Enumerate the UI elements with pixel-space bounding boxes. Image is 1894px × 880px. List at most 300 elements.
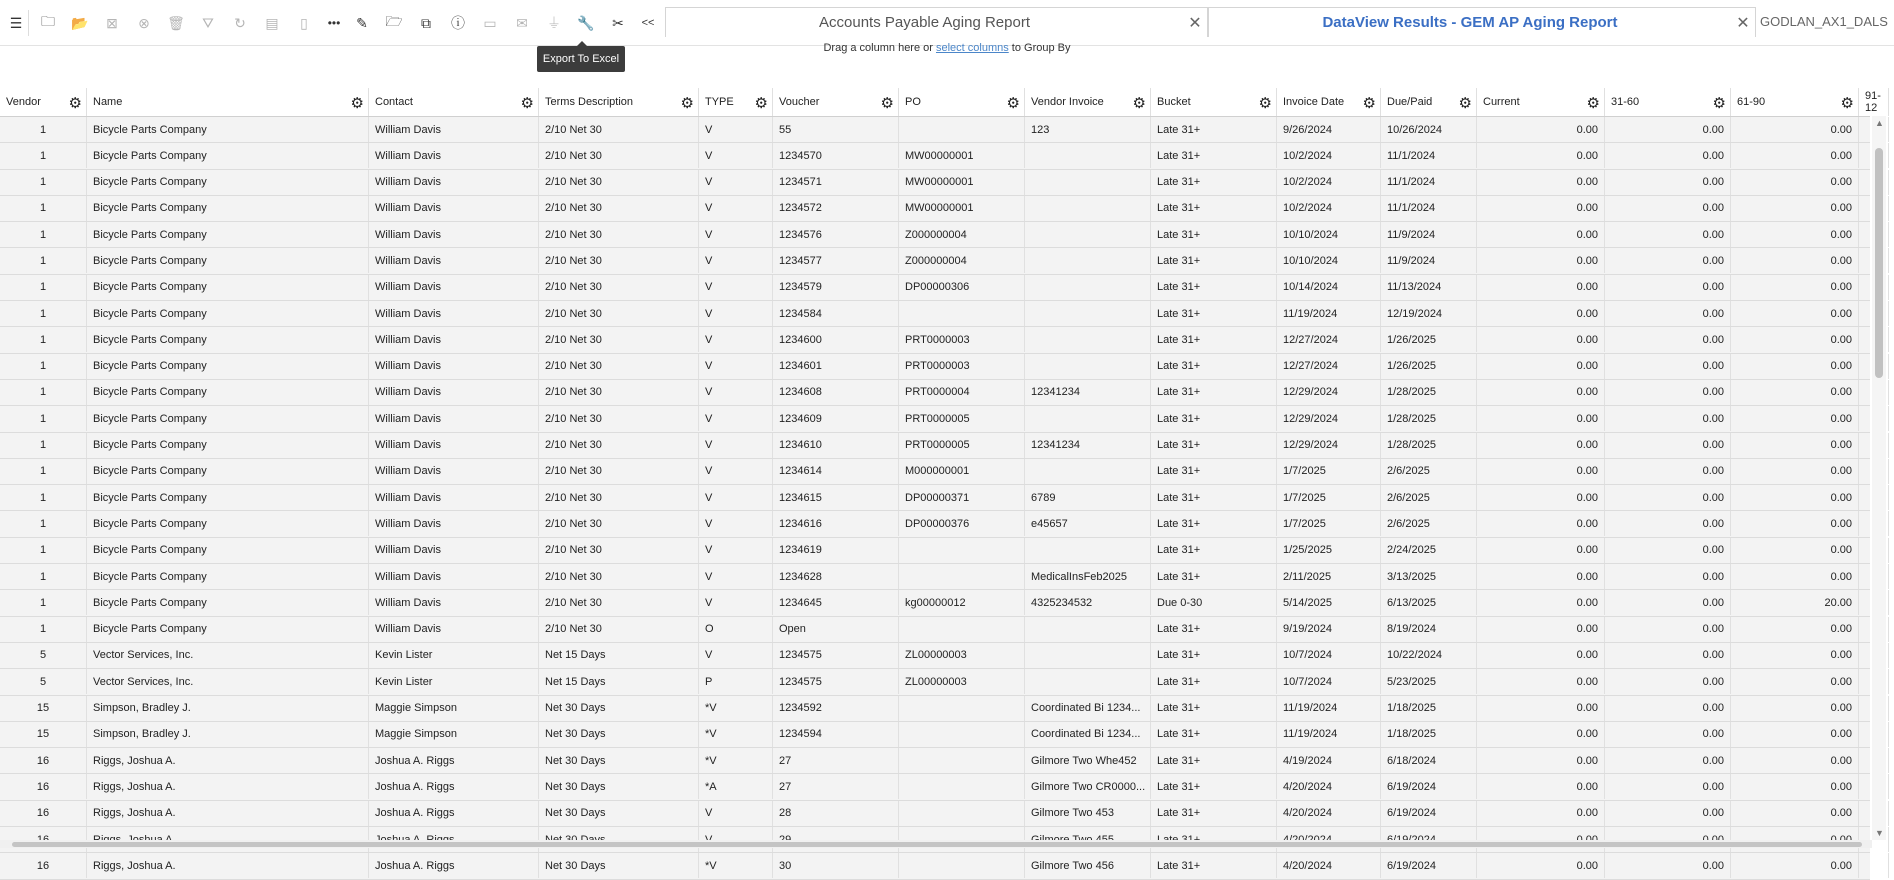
cell-due-paid: 1/28/2025	[1381, 380, 1477, 405]
close-file-icon[interactable]: ⊠	[106, 14, 118, 31]
cell-contact: William Davis	[369, 196, 539, 221]
cell-31-60: 0.00	[1605, 617, 1731, 642]
cell-vendor-invoice: 12341234	[1025, 433, 1151, 458]
cell-name: Bicycle Parts Company	[87, 275, 369, 300]
cell-61-90: 0.00	[1731, 722, 1859, 747]
cell-bucket: Late 31+	[1151, 222, 1277, 247]
cell-due-paid: 1/26/2025	[1381, 354, 1477, 379]
cell-due-paid: 12/19/2024	[1381, 301, 1477, 326]
cell-vendor: 1	[0, 564, 87, 589]
cell-po	[899, 853, 1025, 878]
table-row[interactable]	[0, 801, 1870, 827]
cell-contact: William Davis	[369, 117, 539, 142]
gear-icon[interactable]: ⚙	[1258, 95, 1272, 112]
vertical-scrollbar[interactable]	[1872, 116, 1886, 840]
data-grid	[0, 88, 1881, 880]
cell-invoice-date: 1/7/2025	[1277, 485, 1381, 510]
cell-bucket: Late 31+	[1151, 485, 1277, 510]
column-header-61-90[interactable]	[1731, 88, 1859, 116]
cell-po	[899, 117, 1025, 142]
cell-invoice-date: 12/29/2024	[1277, 433, 1381, 458]
column-header-vendor-invoice[interactable]	[1025, 88, 1151, 116]
cell-current: 0.00	[1477, 222, 1605, 247]
table-row[interactable]	[0, 117, 1870, 143]
cell-terms-description: 2/10 Net 30	[539, 617, 699, 642]
scroll-up-icon[interactable]: ▲	[1875, 118, 1884, 128]
close-icon[interactable]: ✕	[1736, 14, 1750, 32]
cell-due-paid: 1/28/2025	[1381, 433, 1477, 458]
cell-current: 0.00	[1477, 459, 1605, 484]
notes-icon[interactable]: ▤	[265, 14, 279, 31]
cell-type: V	[699, 117, 773, 142]
document-icon[interactable]: ▯	[300, 14, 308, 31]
gear-icon[interactable]: ⚙	[1006, 95, 1020, 112]
cell-po	[899, 564, 1025, 589]
cell-contact: William Davis	[369, 222, 539, 247]
cell-terms-description: 2/10 Net 30	[539, 327, 699, 352]
cell-current: 0.00	[1477, 748, 1605, 773]
table-row[interactable]	[0, 722, 1870, 748]
cell-voucher: 1234577	[773, 248, 899, 273]
gear-icon[interactable]: ⚙	[1458, 95, 1472, 112]
cell-po: DP00000376	[899, 511, 1025, 536]
cell-po: PRT0000005	[899, 433, 1025, 458]
cell-vendor: 1	[0, 617, 87, 642]
cell-name: Vector Services, Inc.	[87, 643, 369, 668]
cell-current: 0.00	[1477, 485, 1605, 510]
gear-icon[interactable]: ⚙	[680, 95, 694, 112]
cell-vendor: 1	[0, 459, 87, 484]
cell-vendor: 1	[0, 327, 87, 352]
cell-contact: Kevin Lister	[369, 669, 539, 694]
cell-name: Riggs, Joshua A.	[87, 774, 369, 799]
cell-type: V	[699, 459, 773, 484]
cell-name: Bicycle Parts Company	[87, 590, 369, 615]
wrench-icon[interactable]: 🔧	[577, 14, 595, 31]
table-row[interactable]	[0, 564, 1870, 590]
cell-vendor: 1	[0, 380, 87, 405]
table-row[interactable]	[0, 748, 1870, 774]
cell-current: 0.00	[1477, 380, 1605, 405]
column-header-voucher[interactable]	[773, 88, 899, 116]
cell-31-60: 0.00	[1605, 117, 1731, 142]
delete-icon[interactable]: 🗑	[167, 14, 185, 31]
cell-vendor-invoice: Coordinated Bi 1234...	[1025, 722, 1151, 747]
edit-icon[interactable]: ✎	[356, 14, 368, 31]
cell-bucket: Late 31+	[1151, 248, 1277, 273]
cell-name: Bicycle Parts Company	[87, 301, 369, 326]
table-row[interactable]	[0, 170, 1870, 196]
column-header-type[interactable]	[699, 88, 773, 116]
table-row[interactable]	[0, 774, 1870, 800]
gear-icon[interactable]: ⚙	[1840, 95, 1854, 112]
cell-type: V	[699, 538, 773, 563]
cell-voucher: 1234608	[773, 380, 899, 405]
cell-name: Bicycle Parts Company	[87, 222, 369, 247]
cell-vendor: 1	[0, 275, 87, 300]
cell-vendor-invoice	[1025, 301, 1151, 326]
table-row[interactable]	[0, 617, 1870, 643]
cell-31-60: 0.00	[1605, 564, 1731, 589]
cell-invoice-date: 10/2/2024	[1277, 143, 1381, 168]
cell-name: Riggs, Joshua A.	[87, 853, 369, 878]
cell-current: 0.00	[1477, 669, 1605, 694]
cell-due-paid: 6/13/2025	[1381, 590, 1477, 615]
column-header-vendor[interactable]	[0, 88, 87, 116]
cell-bucket: Late 31+	[1151, 538, 1277, 563]
cell-contact: William Davis	[369, 143, 539, 168]
table-row[interactable]	[0, 327, 1870, 353]
cell-31-60: 0.00	[1605, 248, 1731, 273]
cell-invoice-date: 4/20/2024	[1277, 853, 1381, 878]
cell-voucher: 55	[773, 117, 899, 142]
cell-voucher: 1234619	[773, 538, 899, 563]
cell-po: PRT0000005	[899, 406, 1025, 431]
cell-terms-description: Net 30 Days	[539, 696, 699, 721]
info-icon[interactable]: ⓘ	[451, 15, 465, 31]
table-row[interactable]	[0, 485, 1870, 511]
cell-contact: William Davis	[369, 327, 539, 352]
cell-terms-description: 2/10 Net 30	[539, 511, 699, 536]
cell-31-60: 0.00	[1605, 801, 1731, 826]
cell-terms-description: 2/10 Net 30	[539, 248, 699, 273]
cell-vendor-invoice	[1025, 459, 1151, 484]
table-row[interactable]	[0, 433, 1870, 459]
column-header-po[interactable]	[899, 88, 1025, 116]
cell-vendor-invoice: Gilmore Two Whe452	[1025, 748, 1151, 773]
cell-voucher: 1234570	[773, 143, 899, 168]
table-row[interactable]	[0, 538, 1870, 564]
cell-invoice-date: 1/7/2025	[1277, 459, 1381, 484]
cell-type: *V	[699, 748, 773, 773]
gear-icon[interactable]: ⚙	[350, 95, 364, 112]
grid-header	[0, 88, 1881, 117]
cell-invoice-date: 10/7/2024	[1277, 669, 1381, 694]
cell-current: 0.00	[1477, 275, 1605, 300]
column-header-31-60[interactable]	[1605, 88, 1731, 116]
cell-vendor-invoice: 6789	[1025, 485, 1151, 510]
cell-contact: William Davis	[369, 538, 539, 563]
cell-current: 0.00	[1477, 801, 1605, 826]
cell-bucket: Late 31+	[1151, 406, 1277, 431]
tab-dataview-results[interactable]	[1208, 7, 1756, 37]
close-icon[interactable]: ✕	[1188, 14, 1202, 32]
cell-contact: William Davis	[369, 354, 539, 379]
cell-vendor-invoice: Gilmore Two CR0000...	[1025, 774, 1151, 799]
cell-31-60: 0.00	[1605, 170, 1731, 195]
cell-voucher: 1234628	[773, 564, 899, 589]
cell-vendor: 16	[0, 801, 87, 826]
cell-voucher: 1234572	[773, 196, 899, 221]
cell-bucket: Late 31+	[1151, 853, 1277, 878]
cell-contact: William Davis	[369, 170, 539, 195]
email-icon[interactable]: ✉	[516, 14, 528, 31]
column-header-91-120[interactable]	[1859, 88, 1889, 116]
tools-icon[interactable]: ✂	[612, 14, 624, 31]
cell-31-60: 0.00	[1605, 538, 1731, 563]
cell-current: 0.00	[1477, 617, 1605, 642]
table-row[interactable]	[0, 301, 1870, 327]
hierarchy-icon[interactable]: ⏚	[547, 15, 561, 31]
cancel-icon[interactable]: ⊗	[138, 14, 150, 31]
cell-vendor: 5	[0, 643, 87, 668]
cell-terms-description: 2/10 Net 30	[539, 590, 699, 615]
export-excel-icon[interactable]: ⧉	[421, 14, 431, 31]
cell-name: Simpson, Bradley J.	[87, 696, 369, 721]
table-row[interactable]	[0, 406, 1870, 432]
cell-name: Riggs, Joshua A.	[87, 748, 369, 773]
toolbar-separator	[28, 10, 29, 36]
column-header-terms-description[interactable]	[539, 88, 699, 116]
table-row[interactable]	[0, 222, 1870, 248]
cell-vendor-invoice	[1025, 538, 1151, 563]
cell-vendor: 1	[0, 511, 87, 536]
table-row[interactable]	[0, 380, 1870, 406]
cell-61-90: 0.00	[1731, 170, 1859, 195]
cell-po: ZL00000003	[899, 669, 1025, 694]
cell-po	[899, 774, 1025, 799]
table-row[interactable]	[0, 275, 1870, 301]
cell-invoice-date: 4/19/2024	[1277, 748, 1381, 773]
cell-due-paid: 11/9/2024	[1381, 222, 1477, 247]
gear-icon[interactable]: ⚙	[754, 95, 768, 112]
cell-voucher: 1234575	[773, 643, 899, 668]
cell-voucher: 30	[773, 853, 899, 878]
column-header-name[interactable]	[87, 88, 369, 116]
cell-contact: William Davis	[369, 380, 539, 405]
gear-icon[interactable]: ⚙	[520, 95, 534, 112]
cell-current: 0.00	[1477, 301, 1605, 326]
table-row[interactable]	[0, 669, 1870, 695]
cell-po: PRT0000003	[899, 327, 1025, 352]
cell-vendor: 15	[0, 696, 87, 721]
table-row[interactable]	[0, 248, 1870, 274]
cell-current: 0.00	[1477, 643, 1605, 668]
cell-po: PRT0000004	[899, 380, 1025, 405]
column-header-label: Vendor Invoice	[1031, 96, 1104, 108]
cell-vendor-invoice: Gilmore Two 456	[1025, 853, 1151, 878]
gear-icon[interactable]: ⚙	[68, 95, 82, 112]
cell-31-60: 0.00	[1605, 433, 1731, 458]
scroll-down-icon[interactable]: ▼	[1875, 828, 1884, 838]
cell-type: V	[699, 248, 773, 273]
hscroll-thumb[interactable]	[12, 842, 1862, 847]
table-row[interactable]	[0, 590, 1870, 616]
cell-voucher: 1234609	[773, 406, 899, 431]
cell-type: V	[699, 170, 773, 195]
cell-bucket: Late 31+	[1151, 617, 1277, 642]
cell-voucher: 1234610	[773, 433, 899, 458]
cell-bucket: Late 31+	[1151, 170, 1277, 195]
more-icon[interactable]: •••	[327, 16, 341, 30]
cell-current: 0.00	[1477, 564, 1605, 589]
cell-61-90: 0.00	[1731, 459, 1859, 484]
table-row[interactable]	[0, 853, 1870, 879]
cell-contact: William Davis	[369, 248, 539, 273]
cell-due-paid: 11/1/2024	[1381, 196, 1477, 221]
cell-current: 0.00	[1477, 143, 1605, 168]
scroll-thumb[interactable]	[1875, 148, 1883, 378]
cell-invoice-date: 11/19/2024	[1277, 301, 1381, 326]
cell-terms-description: Net 15 Days	[539, 669, 699, 694]
cell-due-paid: 6/19/2024	[1381, 774, 1477, 799]
cell-po: DP00000371	[899, 485, 1025, 510]
cell-invoice-date: 11/19/2024	[1277, 722, 1381, 747]
cell-due-paid: 1/26/2025	[1381, 327, 1477, 352]
cell-due-paid: 1/28/2025	[1381, 406, 1477, 431]
cell-invoice-date: 12/29/2024	[1277, 380, 1381, 405]
column-header-current[interactable]	[1477, 88, 1605, 116]
cell-terms-description: Net 30 Days	[539, 853, 699, 878]
cell-invoice-date: 4/20/2024	[1277, 774, 1381, 799]
cell-invoice-date: 9/19/2024	[1277, 617, 1381, 642]
cell-31-60: 0.00	[1605, 774, 1731, 799]
table-row[interactable]	[0, 643, 1870, 669]
select-columns-link[interactable]: select columns	[935, 42, 1009, 54]
cell-name: Bicycle Parts Company	[87, 485, 369, 510]
cell-invoice-date: 10/10/2024	[1277, 248, 1381, 273]
cell-po	[899, 538, 1025, 563]
cell-31-60: 0.00	[1605, 196, 1731, 221]
cell-vendor-invoice	[1025, 196, 1151, 221]
column-header-bucket[interactable]	[1151, 88, 1277, 116]
cell-invoice-date: 12/27/2024	[1277, 354, 1381, 379]
cell-vendor: 1	[0, 485, 87, 510]
filter-icon[interactable]: ⛛	[202, 14, 214, 31]
cell-type: P	[699, 669, 773, 694]
column-header-due-paid[interactable]	[1381, 88, 1477, 116]
cell-due-paid: 11/9/2024	[1381, 248, 1477, 273]
cell-vendor: 1	[0, 143, 87, 168]
cell-vendor: 15	[0, 722, 87, 747]
cell-31-60: 0.00	[1605, 459, 1731, 484]
cell-voucher: 1234575	[773, 669, 899, 694]
cell-po: MW00000001	[899, 143, 1025, 168]
horizontal-scrollbar[interactable]	[0, 840, 1872, 848]
cell-vendor: 16	[0, 853, 87, 878]
cell-bucket: Due 0-30	[1151, 590, 1277, 615]
cell-voucher: 1234600	[773, 327, 899, 352]
group-by-panel[interactable]	[0, 42, 1894, 54]
cell-vendor-invoice: Gilmore Two 453	[1025, 801, 1151, 826]
cell-due-paid: 2/24/2025	[1381, 538, 1477, 563]
cell-current: 0.00	[1477, 853, 1605, 878]
new-folder-icon[interactable]: 🗀	[41, 13, 55, 29]
cell-vendor-invoice	[1025, 143, 1151, 168]
cell-vendor: 1	[0, 590, 87, 615]
column-header-invoice-date[interactable]	[1277, 88, 1381, 116]
gear-icon[interactable]: ⚙	[1362, 95, 1376, 112]
cell-due-paid: 5/23/2025	[1381, 669, 1477, 694]
cell-voucher: 1234594	[773, 722, 899, 747]
cell-voucher: 1234601	[773, 354, 899, 379]
cell-61-90: 0.00	[1731, 564, 1859, 589]
refresh-icon[interactable]: ↻	[234, 14, 246, 31]
tab-godlan-ax1-dals[interactable]: GODLAN_AX1_DALS	[1760, 14, 1888, 29]
gear-icon[interactable]: ⚙	[1712, 95, 1726, 112]
cell-voucher: 27	[773, 774, 899, 799]
cell-bucket: Late 31+	[1151, 748, 1277, 773]
collapse-icon[interactable]: <<	[641, 17, 655, 29]
cell-vendor: 1	[0, 406, 87, 431]
column-header-label: 61-90	[1737, 96, 1766, 108]
cell-voucher: Open	[773, 617, 899, 642]
table-row[interactable]	[0, 143, 1870, 169]
table-row[interactable]	[0, 696, 1870, 722]
cell-contact: William Davis	[369, 617, 539, 642]
cell-invoice-date: 10/7/2024	[1277, 643, 1381, 668]
print-icon[interactable]: ▭	[483, 14, 497, 31]
cell-po	[899, 722, 1025, 747]
cell-invoice-date: 10/14/2024	[1277, 275, 1381, 300]
cell-voucher: 1234584	[773, 301, 899, 326]
cell-voucher: 1234576	[773, 222, 899, 247]
cell-due-paid: 6/19/2024	[1381, 853, 1477, 878]
table-row[interactable]	[0, 511, 1870, 537]
cell-terms-description: 2/10 Net 30	[539, 301, 699, 326]
cell-31-60: 0.00	[1605, 748, 1731, 773]
cell-bucket: Late 31+	[1151, 774, 1277, 799]
cell-61-90: 0.00	[1731, 748, 1859, 773]
cell-vendor-invoice	[1025, 248, 1151, 273]
cell-61-90: 0.00	[1731, 327, 1859, 352]
cell-po	[899, 617, 1025, 642]
tab-label: DataView Results - GEM AP Aging Report	[1322, 14, 1618, 31]
cell-name: Bicycle Parts Company	[87, 380, 369, 405]
column-header-label: Due/Paid	[1387, 96, 1433, 108]
table-row[interactable]	[0, 459, 1870, 485]
cell-voucher: 1234616	[773, 511, 899, 536]
cell-31-60: 0.00	[1605, 722, 1731, 747]
cell-vendor-invoice	[1025, 669, 1151, 694]
tab-accounts-payable-aging-report[interactable]	[665, 7, 1208, 37]
cell-vendor-invoice	[1025, 354, 1151, 379]
cell-name: Bicycle Parts Company	[87, 170, 369, 195]
column-header-label: Terms Description	[545, 96, 634, 108]
search-folder-icon[interactable]: 🗁	[385, 13, 403, 29]
cell-bucket: Late 31+	[1151, 143, 1277, 168]
menu-icon[interactable]: ☰	[9, 14, 23, 31]
cell-voucher: 1234615	[773, 485, 899, 510]
gear-icon[interactable]: ⚙	[1586, 95, 1600, 112]
table-row[interactable]	[0, 196, 1870, 222]
cell-due-paid: 6/18/2024	[1381, 748, 1477, 773]
column-header-label: Contact	[375, 96, 413, 108]
gear-icon[interactable]: ⚙	[880, 95, 894, 112]
cell-31-60: 0.00	[1605, 669, 1731, 694]
cell-type: V	[699, 590, 773, 615]
cell-31-60: 0.00	[1605, 275, 1731, 300]
cell-name: Bicycle Parts Company	[87, 564, 369, 589]
gear-icon[interactable]: ⚙	[1132, 95, 1146, 112]
cell-name: Bicycle Parts Company	[87, 143, 369, 168]
cell-vendor: 1	[0, 222, 87, 247]
cell-type: *V	[699, 722, 773, 747]
open-folder-icon[interactable]: 📂	[71, 14, 89, 31]
cell-type: *V	[699, 853, 773, 878]
cell-vendor-invoice: Coordinated Bi 1234...	[1025, 696, 1151, 721]
cell-due-paid: 10/22/2024	[1381, 643, 1477, 668]
table-row[interactable]	[0, 354, 1870, 380]
cell-vendor-invoice	[1025, 327, 1151, 352]
cell-due-paid: 8/19/2024	[1381, 617, 1477, 642]
cell-bucket: Late 31+	[1151, 433, 1277, 458]
cell-current: 0.00	[1477, 117, 1605, 142]
cell-contact: William Davis	[369, 564, 539, 589]
column-header-contact[interactable]	[369, 88, 539, 116]
cell-31-60: 0.00	[1605, 406, 1731, 431]
cell-91-120	[1859, 853, 1889, 878]
